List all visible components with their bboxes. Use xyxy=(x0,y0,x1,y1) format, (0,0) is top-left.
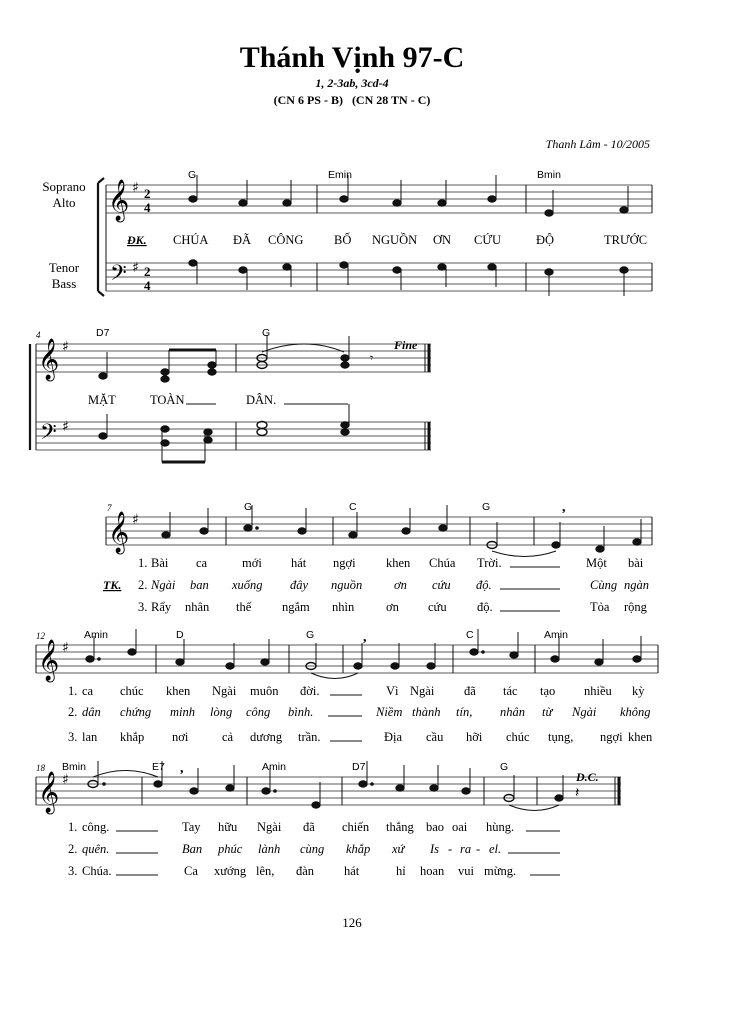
treble-clef-icon: 𝄞 xyxy=(38,640,60,681)
bass-notes xyxy=(189,260,628,296)
lyric-syllable: MẶT xyxy=(88,393,116,407)
svg-text:chúc: chúc xyxy=(120,684,144,698)
svg-text:độ.: độ. xyxy=(477,600,493,614)
lyric-syllable: CỨU xyxy=(474,233,502,247)
chord-symbol: Amin xyxy=(262,761,286,773)
svg-text:thế: thế xyxy=(236,600,252,614)
svg-text:khắp: khắp xyxy=(120,730,145,744)
svg-text:nhìn: nhìn xyxy=(332,600,355,614)
treble-staff xyxy=(36,777,621,805)
svg-text:Chúa.: Chúa. xyxy=(82,864,112,878)
system-1 xyxy=(98,169,652,296)
time-signature-bottom: 4 xyxy=(144,200,151,215)
svg-text:chúc: chúc xyxy=(506,730,530,744)
measure-number: 12 xyxy=(36,631,45,641)
lyric-syllable: CHÚA xyxy=(173,233,209,247)
svg-text:ngợi: ngợi xyxy=(333,556,356,570)
treble-notes xyxy=(99,335,349,382)
svg-text:công: công xyxy=(246,705,271,719)
svg-text:dân: dân xyxy=(82,705,101,719)
svg-text:Ngài: Ngài xyxy=(572,705,597,719)
lyric-syllable: TOÀN xyxy=(150,393,185,407)
svg-text:đời.: đời. xyxy=(300,684,320,698)
svg-text:nguồn: nguồn xyxy=(331,578,363,592)
svg-text:Chúa: Chúa xyxy=(429,556,456,570)
dc-marking: D.C. xyxy=(576,770,599,784)
lyric-syllable: TRƯỚC xyxy=(604,233,648,247)
chord-symbol: C xyxy=(466,629,474,641)
svg-text:công.: công. xyxy=(82,820,110,834)
breath-mark-icon: , xyxy=(180,761,184,776)
treble-clef-icon: 𝄞 xyxy=(38,772,60,813)
chord-symbol: G xyxy=(244,501,253,513)
chord-symbol: G xyxy=(500,761,509,773)
svg-text:đàn: đàn xyxy=(296,864,315,878)
bass-staff xyxy=(106,263,652,291)
svg-text:hát: hát xyxy=(344,864,360,878)
chord-symbol: Amin xyxy=(544,629,568,641)
verse-3-lyrics xyxy=(68,864,560,878)
time-signature-bottom: 4 xyxy=(144,278,151,293)
svg-text:3.: 3. xyxy=(138,600,148,614)
svg-text:Ngài: Ngài xyxy=(257,820,282,834)
key-signature-sharp-icon: ♯ xyxy=(62,419,69,435)
bass-staff xyxy=(36,422,431,450)
chord-symbol: Amin xyxy=(84,629,108,641)
svg-text:khen: khen xyxy=(386,556,411,570)
eighth-rest-icon: 𝄾 xyxy=(370,351,374,365)
svg-text:xướng: xướng xyxy=(214,864,247,878)
verse-numbers: 1, 2-3ab, 3cd-4 xyxy=(315,76,389,90)
lyric-syllable: ĐỘ xyxy=(536,233,555,247)
page-number: 126 xyxy=(342,915,362,930)
svg-text:Địa: Địa xyxy=(384,730,403,744)
svg-text:Ca: Ca xyxy=(184,864,198,878)
svg-text:ra: ra xyxy=(460,842,472,856)
svg-text:3.: 3. xyxy=(68,730,78,744)
composer-credit: Thanh Lâm - 10/2005 xyxy=(545,137,650,151)
svg-text:ơn: ơn xyxy=(386,600,399,614)
svg-text:khen: khen xyxy=(628,730,653,744)
system-2 xyxy=(30,327,431,462)
bass-clef-icon: 𝄢 xyxy=(110,261,127,291)
svg-text:3.: 3. xyxy=(68,864,78,878)
svg-text:ngắm: ngắm xyxy=(282,600,310,614)
svg-text:đã: đã xyxy=(303,820,315,834)
svg-text:1.: 1. xyxy=(68,684,78,698)
lyric-syllable: DÂN. xyxy=(246,393,277,407)
svg-text:từ: từ xyxy=(542,705,553,719)
chord-symbol: D xyxy=(176,629,184,641)
svg-text:hùng.: hùng. xyxy=(486,820,515,834)
refrain-tag: ĐK. xyxy=(127,233,147,247)
treble-staff xyxy=(106,517,652,545)
verse-2-lyrics xyxy=(138,578,649,592)
svg-text:-: - xyxy=(476,842,481,856)
breath-mark-icon: , xyxy=(363,630,367,645)
svg-text:không: không xyxy=(620,705,651,719)
svg-text:cùng: cùng xyxy=(300,842,325,856)
svg-text:lên,: lên, xyxy=(256,864,275,878)
svg-text:Vì: Vì xyxy=(386,684,399,698)
svg-text:hỡi: hỡi xyxy=(466,730,483,744)
svg-text:Bài: Bài xyxy=(151,556,169,570)
svg-text:Ngài: Ngài xyxy=(410,684,435,698)
liturgical-references: (CN 6 PS - B) (CN 28 TN - C) xyxy=(273,93,431,107)
svg-text:hữu: hữu xyxy=(218,820,238,834)
verse-3-lyrics xyxy=(138,600,648,614)
voice-label-bass: Bass xyxy=(51,276,77,291)
svg-text:dương: dương xyxy=(250,730,283,744)
time-signature-top: 2 xyxy=(144,264,151,279)
system-5 xyxy=(36,761,621,878)
svg-text:bình.: bình. xyxy=(288,705,314,719)
verse-1-lyrics xyxy=(68,684,645,698)
svg-text:tác: tác xyxy=(503,684,518,698)
svg-text:el.: el. xyxy=(489,842,502,856)
svg-text:cứu: cứu xyxy=(428,600,447,614)
svg-text:nhân: nhân xyxy=(185,600,210,614)
svg-text:1.: 1. xyxy=(138,556,148,570)
key-signature-sharp-icon: ♯ xyxy=(132,260,139,276)
verse-1-lyrics xyxy=(68,820,560,834)
treble-staff xyxy=(106,185,652,213)
treble-clef-icon: 𝄞 xyxy=(108,512,130,553)
svg-text:khắp: khắp xyxy=(346,842,371,856)
svg-text:2.: 2. xyxy=(68,705,78,719)
svg-text:Rẩy: Rẩy xyxy=(151,600,172,614)
svg-text:ngợi: ngợi xyxy=(600,730,623,744)
svg-text:2.: 2. xyxy=(68,842,78,856)
verse-tag: TK. xyxy=(103,578,122,592)
svg-text:cứu: cứu xyxy=(432,578,451,592)
chord-symbol: D7 xyxy=(352,761,366,773)
svg-text:thành: thành xyxy=(412,705,441,719)
svg-text:mừng.: mừng. xyxy=(484,864,517,878)
chord-symbol: E7 xyxy=(152,761,165,773)
chord-symbol: G xyxy=(188,169,197,181)
svg-text:muôn: muôn xyxy=(250,684,279,698)
svg-text:hát: hát xyxy=(291,556,307,570)
chord-symbol: D7 xyxy=(96,327,110,339)
svg-text:ca: ca xyxy=(196,556,208,570)
svg-text:ca: ca xyxy=(82,684,94,698)
svg-text:Một: Một xyxy=(586,556,607,570)
bass-clef-icon: 𝄢 xyxy=(40,420,57,450)
verse-1-lyrics xyxy=(138,556,644,570)
svg-text:đây: đây xyxy=(290,578,309,592)
svg-text:nơi: nơi xyxy=(172,730,189,744)
chord-symbol: G xyxy=(306,629,315,641)
svg-text:Tay: Tay xyxy=(182,820,201,834)
lyric-syllable: ĐÃ xyxy=(233,233,252,247)
svg-text:đã: đã xyxy=(464,684,476,698)
svg-text:xứ: xứ xyxy=(392,842,405,856)
measure-number: 4 xyxy=(36,330,41,340)
system-4 xyxy=(36,629,658,744)
svg-text:mới: mới xyxy=(242,556,262,570)
svg-text:rộng: rộng xyxy=(624,600,647,614)
svg-text:tín,: tín, xyxy=(456,705,473,719)
key-signature-sharp-icon: ♯ xyxy=(132,512,139,528)
svg-text:tạo: tạo xyxy=(540,684,556,698)
svg-text:vui: vui xyxy=(458,864,474,878)
svg-text:chiến: chiến xyxy=(342,820,370,834)
treble-clef-icon: 𝄞 xyxy=(38,339,60,380)
svg-text:-: - xyxy=(448,842,453,856)
svg-text:Is: Is xyxy=(430,842,440,856)
svg-text:minh: minh xyxy=(170,705,195,719)
lyric-syllable: NGUỒN xyxy=(372,233,418,247)
chord-symbol: G xyxy=(482,501,491,513)
svg-text:Ngài: Ngài xyxy=(212,684,237,698)
svg-text:lòng: lòng xyxy=(210,705,233,719)
svg-text:hoan: hoan xyxy=(420,864,445,878)
lyric-syllable: ƠN xyxy=(433,233,452,247)
svg-text:cả: cả xyxy=(222,730,234,744)
treble-clef-icon: 𝄞 xyxy=(108,180,130,221)
chord-symbol: Bmin xyxy=(537,169,561,181)
svg-text:Niềm: Niềm xyxy=(376,705,403,719)
svg-text:phúc: phúc xyxy=(218,842,243,856)
svg-text:tụng,: tụng, xyxy=(548,730,574,744)
key-signature-sharp-icon: ♯ xyxy=(132,180,139,196)
key-signature-sharp-icon: ♯ xyxy=(62,772,69,788)
svg-text:Tỏa: Tỏa xyxy=(590,600,610,614)
page-title: Thánh Vịnh 97-C xyxy=(239,41,465,74)
svg-text:nhiều: nhiều xyxy=(584,684,612,698)
verse-2-lyrics xyxy=(68,705,651,719)
svg-text:kỳ: kỳ xyxy=(632,684,645,698)
svg-text:lành: lành xyxy=(258,842,281,856)
quarter-rest-icon: 𝄽 xyxy=(575,785,580,801)
lyric-syllable: CÔNG xyxy=(268,233,304,247)
svg-text:Cùng: Cùng xyxy=(590,578,618,592)
svg-text:Ngài: Ngài xyxy=(151,578,176,592)
voice-label-soprano: Soprano xyxy=(42,179,86,194)
svg-text:khen: khen xyxy=(166,684,191,698)
svg-text:bài: bài xyxy=(628,556,644,570)
svg-text:ban: ban xyxy=(190,578,209,592)
svg-text:bao: bao xyxy=(426,820,445,834)
measure-number: 18 xyxy=(36,763,45,773)
svg-text:Trời.: Trời. xyxy=(477,556,502,570)
svg-text:độ.: độ. xyxy=(476,578,492,592)
verse-3-lyrics xyxy=(68,730,653,744)
fine-marking: Fine xyxy=(394,338,418,352)
verse-2-lyrics xyxy=(68,842,560,856)
svg-text:xuống: xuống xyxy=(232,578,263,592)
svg-text:hỉ: hỉ xyxy=(396,864,406,878)
svg-text:cầu: cầu xyxy=(426,730,444,744)
svg-text:nhân: nhân xyxy=(500,705,525,719)
key-signature-sharp-icon: ♯ xyxy=(62,339,69,355)
chord-symbol: Emin xyxy=(328,169,352,181)
chord-symbol: C xyxy=(349,501,357,513)
voice-label-tenor: Tenor xyxy=(48,260,80,275)
svg-text:Ban: Ban xyxy=(182,842,203,856)
svg-text:ngàn: ngàn xyxy=(624,578,649,592)
svg-text:chứng: chứng xyxy=(120,705,152,719)
lyric-syllable: BỐ xyxy=(334,233,352,247)
system-3 xyxy=(103,500,652,614)
svg-text:oai: oai xyxy=(452,820,468,834)
time-signature-top: 2 xyxy=(144,186,151,201)
measure-number: 7 xyxy=(107,503,112,513)
svg-text:2.: 2. xyxy=(138,578,148,592)
key-signature-sharp-icon: ♯ xyxy=(62,640,69,656)
svg-text:quên.: quên. xyxy=(82,842,110,856)
system-bracket xyxy=(98,178,104,296)
chord-symbol: G xyxy=(262,327,271,339)
chord-symbol: Bmin xyxy=(62,761,86,773)
treble-notes xyxy=(189,175,628,216)
svg-text:trần.: trần. xyxy=(298,730,321,744)
breath-mark-icon: , xyxy=(562,500,566,515)
bass-notes xyxy=(99,404,349,462)
svg-text:lan: lan xyxy=(82,730,98,744)
voice-label-alto: Alto xyxy=(52,195,76,210)
svg-text:thắng: thắng xyxy=(386,820,414,834)
svg-text:ơn: ơn xyxy=(394,578,407,592)
svg-text:1.: 1. xyxy=(68,820,78,834)
